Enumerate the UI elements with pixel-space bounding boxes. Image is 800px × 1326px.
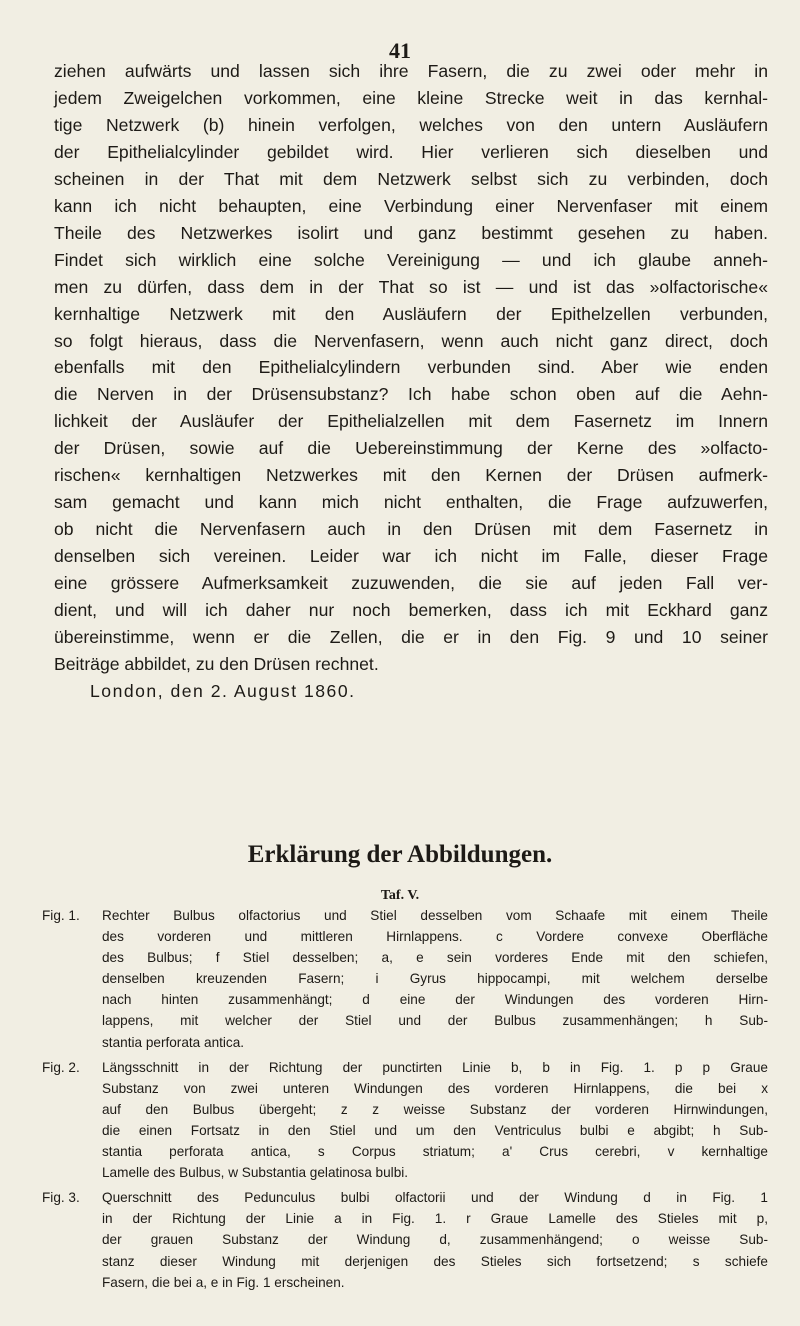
caption-line: nach hinten zusammenhängt; d eine der Windungen des vorderen Hirn-: [102, 992, 768, 1008]
caption-line: Querschnitt des Pedunculus bulbi olfactorii und der Windung d in Fig. 1: [102, 1190, 768, 1206]
caption-line: der grauen Substanz der Windung d, zusammenhängend; o weisse Sub-: [102, 1232, 768, 1248]
text-line: die Nerven in der Drüsensubstanz? Ich habe schon oben auf die Aehn-: [54, 384, 768, 405]
text-line: so folgt hieraus, dass die Nervenfasern, wenn auch nicht ganz direct, doch: [54, 330, 768, 351]
text-line: ob nicht die Nervenfasern auch in den Drüsen mit dem Fasernetz in: [54, 519, 768, 540]
text-line: kernhaltige Netzwerk mit den Ausläufern der Epithelzellen verbunden,: [54, 303, 768, 324]
figure-caption: [42, 905, 768, 1053]
caption-line: Substanz von zwei unteren Windungen des vorderen Hirnlappens, die bei x: [102, 1080, 768, 1096]
text-line: denselben sich vereinen. Leider war ich nicht im Falle, dieser Frage: [54, 546, 768, 567]
text-line: Theile des Netzwerkes isolirt und ganz bestimmt gesehen zu haben.: [54, 222, 768, 243]
text-line: der Drüsen, sowie auf die Uebereinstimmung der Kerne des »olfacto-: [54, 438, 768, 459]
caption-line: stantia perforata antica, s Corpus striatum; a' Crus cerebri, v kernhaltige: [102, 1144, 768, 1160]
text-line: dient, und will ich daher nur noch bemerken, dass ich mit Eckhard ganz: [54, 600, 768, 621]
text-line: eine grössere Aufmerksamkeit zuzuwenden, die sie auf jeden Fall ver-: [54, 573, 768, 594]
caption-line: stanz dieser Windung mit derjenigen des Stieles sich fortsetzend; s schiefe: [102, 1253, 768, 1269]
caption-line: die einen Fortsatz in den Stiel und um den Ventriculus bulbi e abgibt; h Sub-: [102, 1122, 768, 1138]
figure-label: Fig. 2.: [42, 1059, 80, 1075]
text-line: Findet sich wirklich eine solche Vereinigung — und ich glaube anneh-: [54, 249, 768, 270]
text-line: lichkeit der Ausläufer der Epithelialzellen mit dem Fasernetz im Innern: [54, 411, 768, 432]
caption-line: in der Richtung der Linie a in Fig. 1. r Graue Lamelle des Stieles mit p,: [102, 1211, 768, 1227]
text-line: übereinstimme, wenn er die Zellen, die er in den Fig. 9 und 10 seiner: [54, 627, 768, 648]
text-line: jedem Zweigelchen vorkommen, eine kleine Strecke weit in das kernhal-: [54, 87, 768, 108]
caption-line: des vorderen und mittleren Hirnlappens. c Vordere convexe Oberfläche: [102, 929, 768, 945]
caption-line: Lamelle des Bulbus, w Substantia gelatinosa bulbi.: [102, 1165, 409, 1181]
caption-line: Längsschnitt in der Richtung der punctirten Linie b, b in Fig. 1. p p Graue: [102, 1059, 768, 1075]
page-number: 41: [389, 38, 411, 63]
caption-line: Fasern, die bei a, e in Fig. 1 erscheinen.: [102, 1274, 345, 1290]
figure-label: Fig. 1.: [42, 908, 80, 923]
text-line: ebenfalls mit den Epithelialcylindern verbunden sind. Aber wie enden: [54, 357, 768, 378]
text-line: scheinen in der That mit dem Netzwerk selbst sich zu verbinden, doch: [54, 168, 768, 189]
figure-caption: [42, 1187, 768, 1292]
caption-line: auf den Bulbus übergeht; z z weisse Substanz der vorderen Hirnwindungen,: [102, 1101, 768, 1117]
signature-line: London, den 2. August 1860.: [90, 680, 356, 701]
figure-caption: [42, 1057, 768, 1184]
text-line: Beiträge abbildet, zu den Drüsen rechnet.: [54, 653, 379, 674]
figure-label: Fig. 3.: [42, 1190, 80, 1206]
caption-line: Rechter Bulbus olfactorius und Stiel desselben vom Schaafe mit einem Theile: [102, 908, 768, 923]
text-line: kann ich nicht behaupten, eine Verbindung einer Nervenfaser mit einem: [54, 195, 768, 216]
text-line: rischen« kernhaltigen Netzwerkes mit den Kernen der Drüsen aufmerk-: [54, 465, 768, 486]
text-line: sam gemacht und kann mich nicht enthalten, die Frage aufzuwerfen,: [54, 492, 768, 513]
caption-line: denselben kreuzenden Fasern; i Gyrus hippocampi, mit welchem derselbe: [102, 971, 768, 987]
section-title: Erklärung der Abbildungen.: [247, 841, 553, 868]
plate-label: Taf. V.: [380, 888, 420, 903]
text-line: men zu dürfen, dass dem in der That so ist — und ist das »olfactorische«: [54, 276, 768, 297]
caption-line: stantia perforata antica.: [102, 1034, 245, 1050]
caption-line: lappens, mit welcher der Stiel und der Bulbus zusammenhängen; h Sub-: [102, 1013, 768, 1029]
body-text: [54, 58, 768, 705]
caption-line: des Bulbus; f Stiel desselben; a, e sein vorderes Ende mit den schiefen,: [102, 950, 768, 966]
figure-captions: [42, 905, 768, 1297]
text-line: der Epithelialcylinder gebildet wird. Hier verlieren sich dieselben und: [54, 141, 768, 162]
text-line: tige Netzwerk (b) hinein verfolgen, welches von den untern Ausläufern: [54, 114, 768, 135]
text-line: ziehen aufwärts und lassen sich ihre Fasern, die zu zwei oder mehr in: [54, 61, 768, 81]
